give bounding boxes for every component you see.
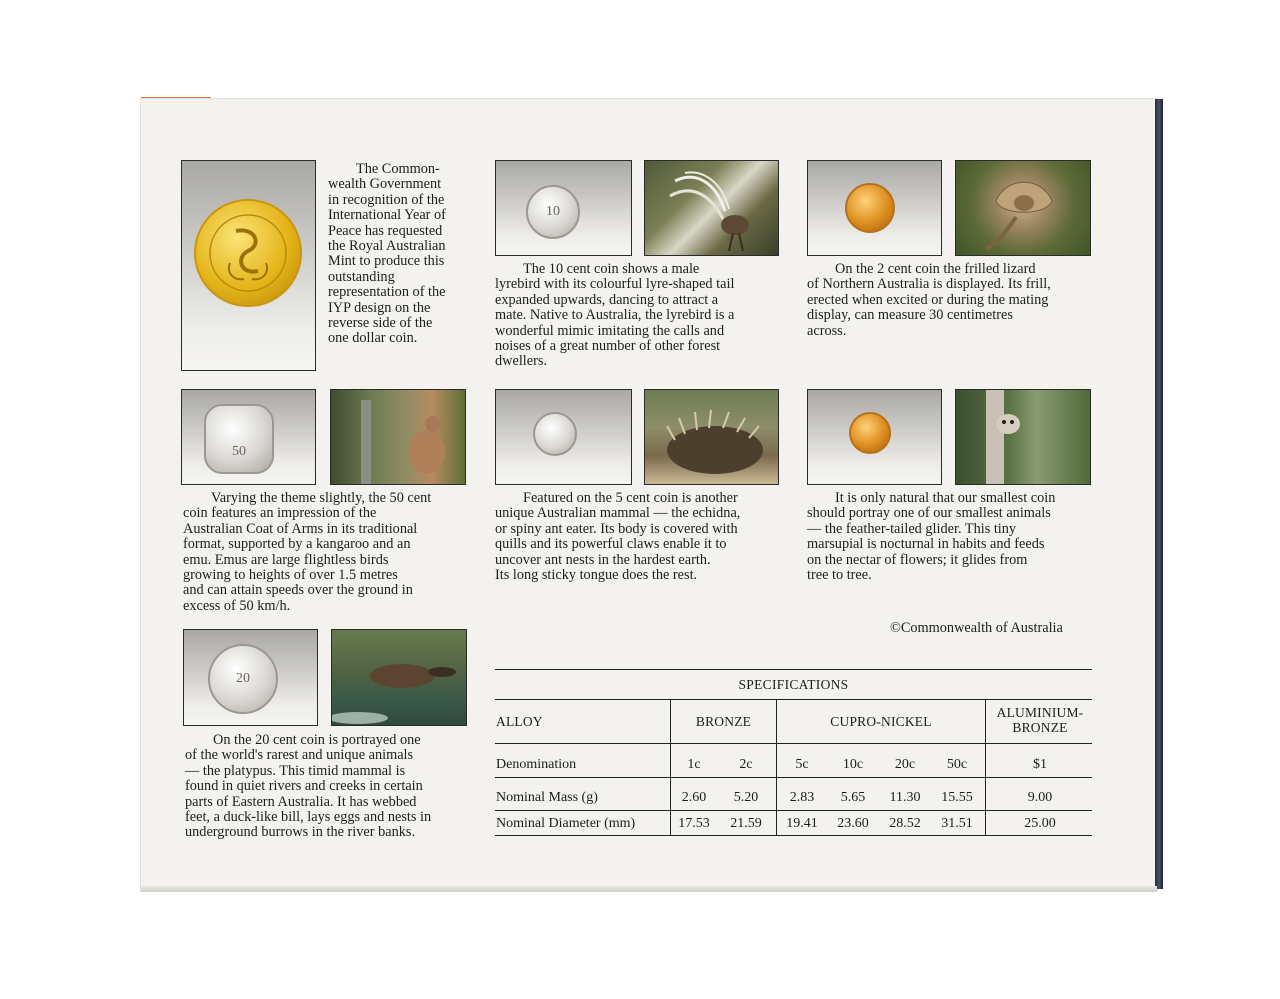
- ten-cent-line: lyrebird with its colourful lyre-shaped tail: [495, 276, 735, 293]
- card-edge-bottom: [141, 886, 1157, 892]
- fifty-cent-line: format, supported by a kangaroo and an: [183, 536, 411, 553]
- spec-cell: 5c: [795, 757, 809, 772]
- two-cent-line: display, can measure 30 centimetres: [807, 307, 1013, 324]
- spec-cell: 1c: [687, 757, 701, 772]
- spec-cell: 31.51: [941, 816, 973, 831]
- fifty-cent-mark: 50: [232, 444, 246, 460]
- kangaroo-emu-photo: [330, 389, 466, 485]
- two-cent-coin-image: [807, 160, 942, 256]
- fifty-cent-coin-image: [181, 389, 316, 485]
- spec-cell: 15.55: [941, 790, 973, 805]
- one-dollar-line: Peace has requested: [328, 222, 443, 239]
- one-dollar-line: the Royal Australian: [328, 238, 446, 255]
- twenty-cent-line: parts of Eastern Australia. It has webbed: [185, 793, 417, 810]
- alloy-cupro-nickel: CUPRO-NICKEL: [830, 714, 932, 729]
- one-dollar-coin-image: [181, 160, 316, 371]
- one-dollar-line: one dollar coin.: [328, 330, 418, 347]
- spec-cell: 2c: [739, 757, 753, 772]
- two-cent-line: across.: [807, 322, 847, 339]
- five-cent-coin-image: [495, 389, 632, 485]
- fifty-cent-line: growing to heights of over 1.5 metres: [183, 567, 398, 584]
- one-dollar-line: Mint to produce this: [328, 253, 445, 270]
- twenty-cent-line: feet, a duck-like bill, lays eggs and nests in: [185, 809, 432, 826]
- table-rule-title: [495, 699, 1092, 700]
- card-edge-right: [1155, 99, 1163, 889]
- one-cent-line: tree to tree.: [807, 567, 872, 584]
- twenty-cent-line: On the 20 cent coin is portrayed one: [213, 732, 421, 748]
- spec-cell: 2.60: [681, 790, 707, 805]
- twenty-cent-line: of the world's rarest and unique animals: [185, 747, 414, 764]
- kangaroo-icon: [331, 390, 466, 485]
- one-dollar-line: outstanding: [328, 268, 395, 285]
- spec-cell: 20c: [894, 757, 916, 772]
- alloy-aluminium-bronze: ALUMINIUM-BRONZE: [996, 705, 1084, 735]
- ten-cent-line: expanded upwards, dancing to attract a: [495, 291, 719, 308]
- one-cent-line: It is only natural that our smallest coin: [835, 490, 1056, 506]
- five-cent-line: uncover ant nests in the hardest earth.: [495, 551, 711, 568]
- fifty-cent-line: emu. Emus are large flightless birds: [183, 551, 389, 568]
- twenty-cent-line: underground burrows in the river banks.: [185, 824, 416, 841]
- one-dollar-coin: [194, 199, 302, 307]
- ten-cent-line: dwellers.: [495, 353, 548, 370]
- spec-cell: 23.60: [837, 816, 869, 831]
- ten-cent-coin: [526, 185, 580, 239]
- spec-cell: 11.30: [889, 790, 921, 805]
- alloy-header: ALLOY: [496, 714, 543, 729]
- fifty-cent-line: coin features an impression of the: [183, 505, 377, 522]
- two-cent-line: On the 2 cent coin the frilled lizard: [835, 261, 1036, 277]
- lyrebird-icon: [645, 161, 779, 256]
- copyright-notice: ©Commonwealth of Australia: [890, 620, 1063, 636]
- spec-row-label: Nominal Diameter (mm): [496, 816, 636, 831]
- table-rule-top: [495, 669, 1092, 670]
- five-cent-line: Its long sticky tongue does the rest.: [495, 567, 698, 584]
- spec-cell: 19.41: [786, 816, 818, 831]
- fifty-cent-line: Varying the theme slightly, the 50 cent: [211, 490, 432, 506]
- one-dollar-line: wealth Government: [328, 176, 442, 193]
- lizard-icon: [956, 161, 1091, 256]
- five-cent-coin: [533, 412, 577, 456]
- spec-cell: 28.52: [889, 816, 921, 831]
- fifty-cent-line: and can attain speeds over the ground in: [183, 582, 413, 599]
- one-cent-coin: [849, 412, 891, 454]
- fifty-cent-coin: [204, 404, 274, 474]
- ten-cent-line: mate. Native to Australia, the lyrebird is a: [495, 307, 735, 324]
- twenty-cent-mark: 20: [236, 671, 250, 686]
- one-dollar-line: in recognition of the: [328, 191, 445, 208]
- ten-cent-mark: 10: [546, 204, 560, 219]
- spec-cell: 17.53: [678, 816, 710, 831]
- one-cent-line: marsupial is nocturnal in habits and feeds: [807, 536, 1045, 553]
- platypus-photo: [331, 629, 467, 726]
- platypus-icon: [332, 630, 467, 726]
- ten-cent-line: noises of a great number of other forest: [495, 338, 721, 355]
- spec-row-label: Nominal Mass (g): [496, 790, 598, 805]
- one-cent-line: should portray one of our smallest animals: [807, 505, 1051, 522]
- fifty-cent-line: excess of 50 km/h.: [183, 597, 291, 614]
- five-cent-line: quills and its powerful claws enable it to: [495, 536, 727, 553]
- five-cent-line: or spiny ant eater. Its body is covered with: [495, 520, 738, 537]
- spec-cell: 50c: [946, 757, 968, 772]
- ten-cent-coin-image: [495, 160, 632, 256]
- one-cent-coin-image: [807, 389, 942, 485]
- one-cent-line: — the feather-tailed glider. This tiny: [807, 520, 1017, 537]
- lyrebird-photo: [644, 160, 779, 256]
- one-dollar-line: IYP design on the: [328, 299, 431, 316]
- spec-cell: 9.00: [1027, 790, 1053, 805]
- spec-cell: 10c: [842, 757, 864, 772]
- table-rule-header: [495, 743, 1092, 744]
- twenty-cent-line: found in quiet rivers and creeks in certain: [185, 778, 423, 795]
- twenty-cent-coin-image: [183, 629, 318, 726]
- spec-cell: 5.20: [733, 790, 759, 805]
- five-cent-line: unique Australian mammal — the echidna,: [495, 505, 741, 522]
- twenty-cent-line: — the platypus. This timid mammal is: [185, 762, 406, 779]
- spec-cell: 25.00: [1024, 816, 1056, 831]
- one-dollar-line: The Common-: [356, 161, 440, 177]
- glider-icon: [956, 390, 1091, 485]
- table-rule-row2: [495, 810, 1092, 811]
- ten-cent-line: The 10 cent coin shows a male: [523, 261, 700, 277]
- echidna-photo: [644, 389, 779, 485]
- twenty-cent-coin: [208, 644, 278, 714]
- table-rule-bottom: [495, 835, 1092, 836]
- ten-cent-line: wonderful mimic imitating the calls and: [495, 322, 725, 339]
- table-rule-row1: [495, 777, 1092, 778]
- echidna-icon: [645, 390, 779, 485]
- alloy-bronze: BRONZE: [695, 714, 752, 729]
- fifty-cent-line: Australian Coat of Arms in its traditional: [183, 520, 418, 537]
- one-dollar-line: representation of the: [328, 284, 446, 301]
- iyp-dove-icon: [196, 201, 300, 305]
- spec-row-label: Denomination: [496, 757, 577, 772]
- five-cent-line: Featured on the 5 cent coin is another: [523, 490, 738, 506]
- one-dollar-line: International Year of: [328, 207, 446, 224]
- spec-cell: 21.59: [730, 816, 762, 831]
- two-cent-line: erected when excited or during the mating: [807, 291, 1049, 308]
- one-cent-line: on the nectar of flowers; it glides from: [807, 551, 1028, 568]
- one-dollar-line: reverse side of the: [328, 315, 433, 332]
- two-cent-coin: [845, 183, 895, 233]
- frilled-lizard-photo: [955, 160, 1091, 256]
- spec-cell: 2.83: [789, 790, 815, 805]
- spec-cell: 5.65: [840, 790, 866, 805]
- two-cent-line: of Northern Australia is displayed. Its frill,: [807, 276, 1051, 293]
- feather-tailed-glider-photo: [955, 389, 1091, 485]
- spec-cell: $1: [1033, 757, 1047, 772]
- specifications-title: SPECIFICATIONS: [738, 677, 849, 692]
